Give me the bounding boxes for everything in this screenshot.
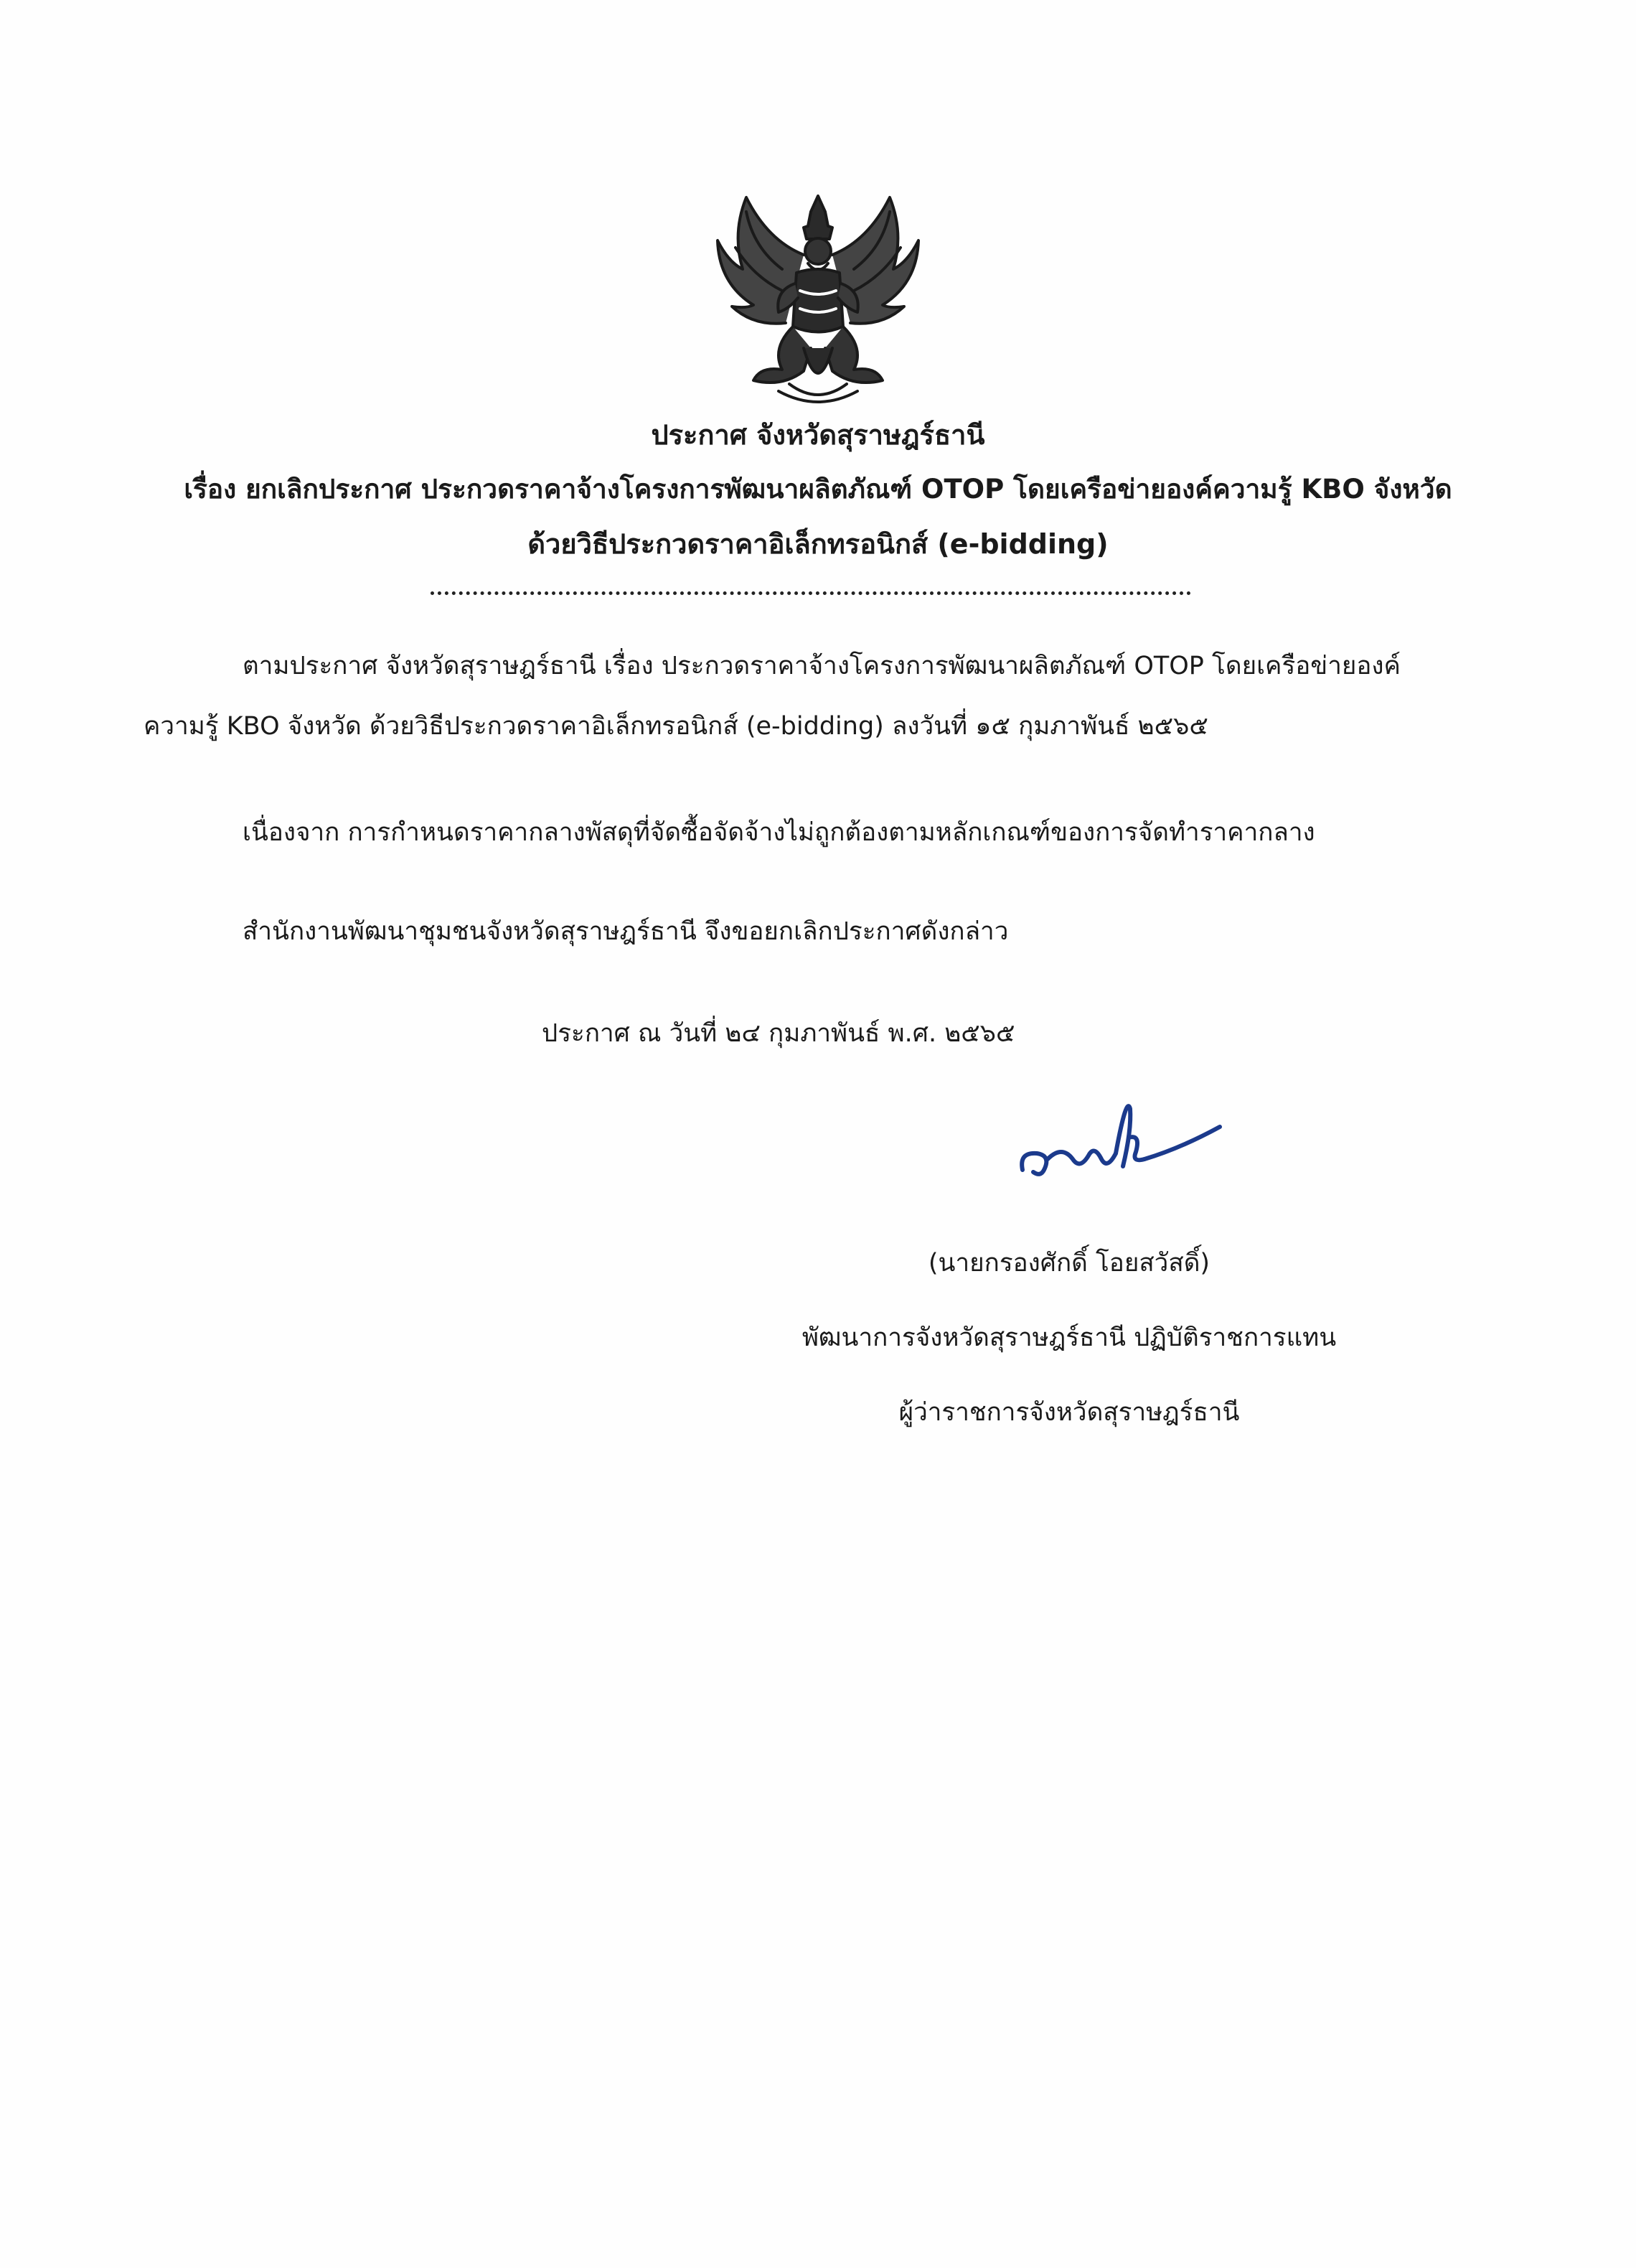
- handwritten-signature: [1008, 1087, 1238, 1209]
- dotted-divider: [431, 580, 1191, 595]
- paragraph-reason: เนื่องจาก การกำหนดราคากลางพัสดุที่จัดซื้อจัดจ้างไม่ถูกต้องตามหลักเกณฑ์ของการจัดทำราคากลาง: [243, 818, 1315, 847]
- paragraph-reference-line-1: ตามประกาศ จังหวัดสุราษฎร์ธานี เรื่อง ประกวดราคาจ้างโครงการพัฒนาผลิตภัณฑ์ OTOP โดยเครือข่ายองค์: [243, 652, 1401, 680]
- announcement-subject-continued: ด้วยวิธีประกวดราคาอิเล็กทรอนิกส์ (e-bidding): [527, 528, 1109, 560]
- announcement-subject: เรื่อง ยกเลิกประกาศ ประกวดราคาจ้างโครงการพัฒนาผลิตภัณฑ์ OTOP โดยเครือข่ายองค์ความรู้ KBO จังหวัด: [184, 474, 1452, 505]
- signatory-name: (นายกรองศักดิ์ โอยสวัสดิ์): [928, 1249, 1210, 1278]
- garuda-emblem-icon: [703, 183, 933, 413]
- announcement-date: ประกาศ ณ วันที่ ๒๔ กุมภาพันธ์ พ.ศ. ๒๕๖๕: [542, 1019, 1015, 1048]
- signatory-authority: ผู้ว่าราชการจังหวัดสุราษฎร์ธานี: [898, 1398, 1240, 1427]
- paragraph-reference-line-2: ความรู้ KBO จังหวัด ด้วยวิธีประกวดราคาอิเล็กทรอนิกส์ (e-bidding) ลงวันที่ ๑๕ กุมภาพันธ์ ๒๕๖๕: [144, 712, 1208, 741]
- paragraph-cancellation: สำนักงานพัฒนาชุมชนจังหวัดสุราษฎร์ธานี จึงขอยกเลิกประกาศดังกล่าว: [243, 917, 1009, 946]
- announcement-title: ประกาศ จังหวัดสุราษฎร์ธานี: [651, 419, 985, 451]
- signatory-position: พัฒนาการจังหวัดสุราษฎร์ธานี ปฏิบัติราชการแทน: [801, 1323, 1337, 1352]
